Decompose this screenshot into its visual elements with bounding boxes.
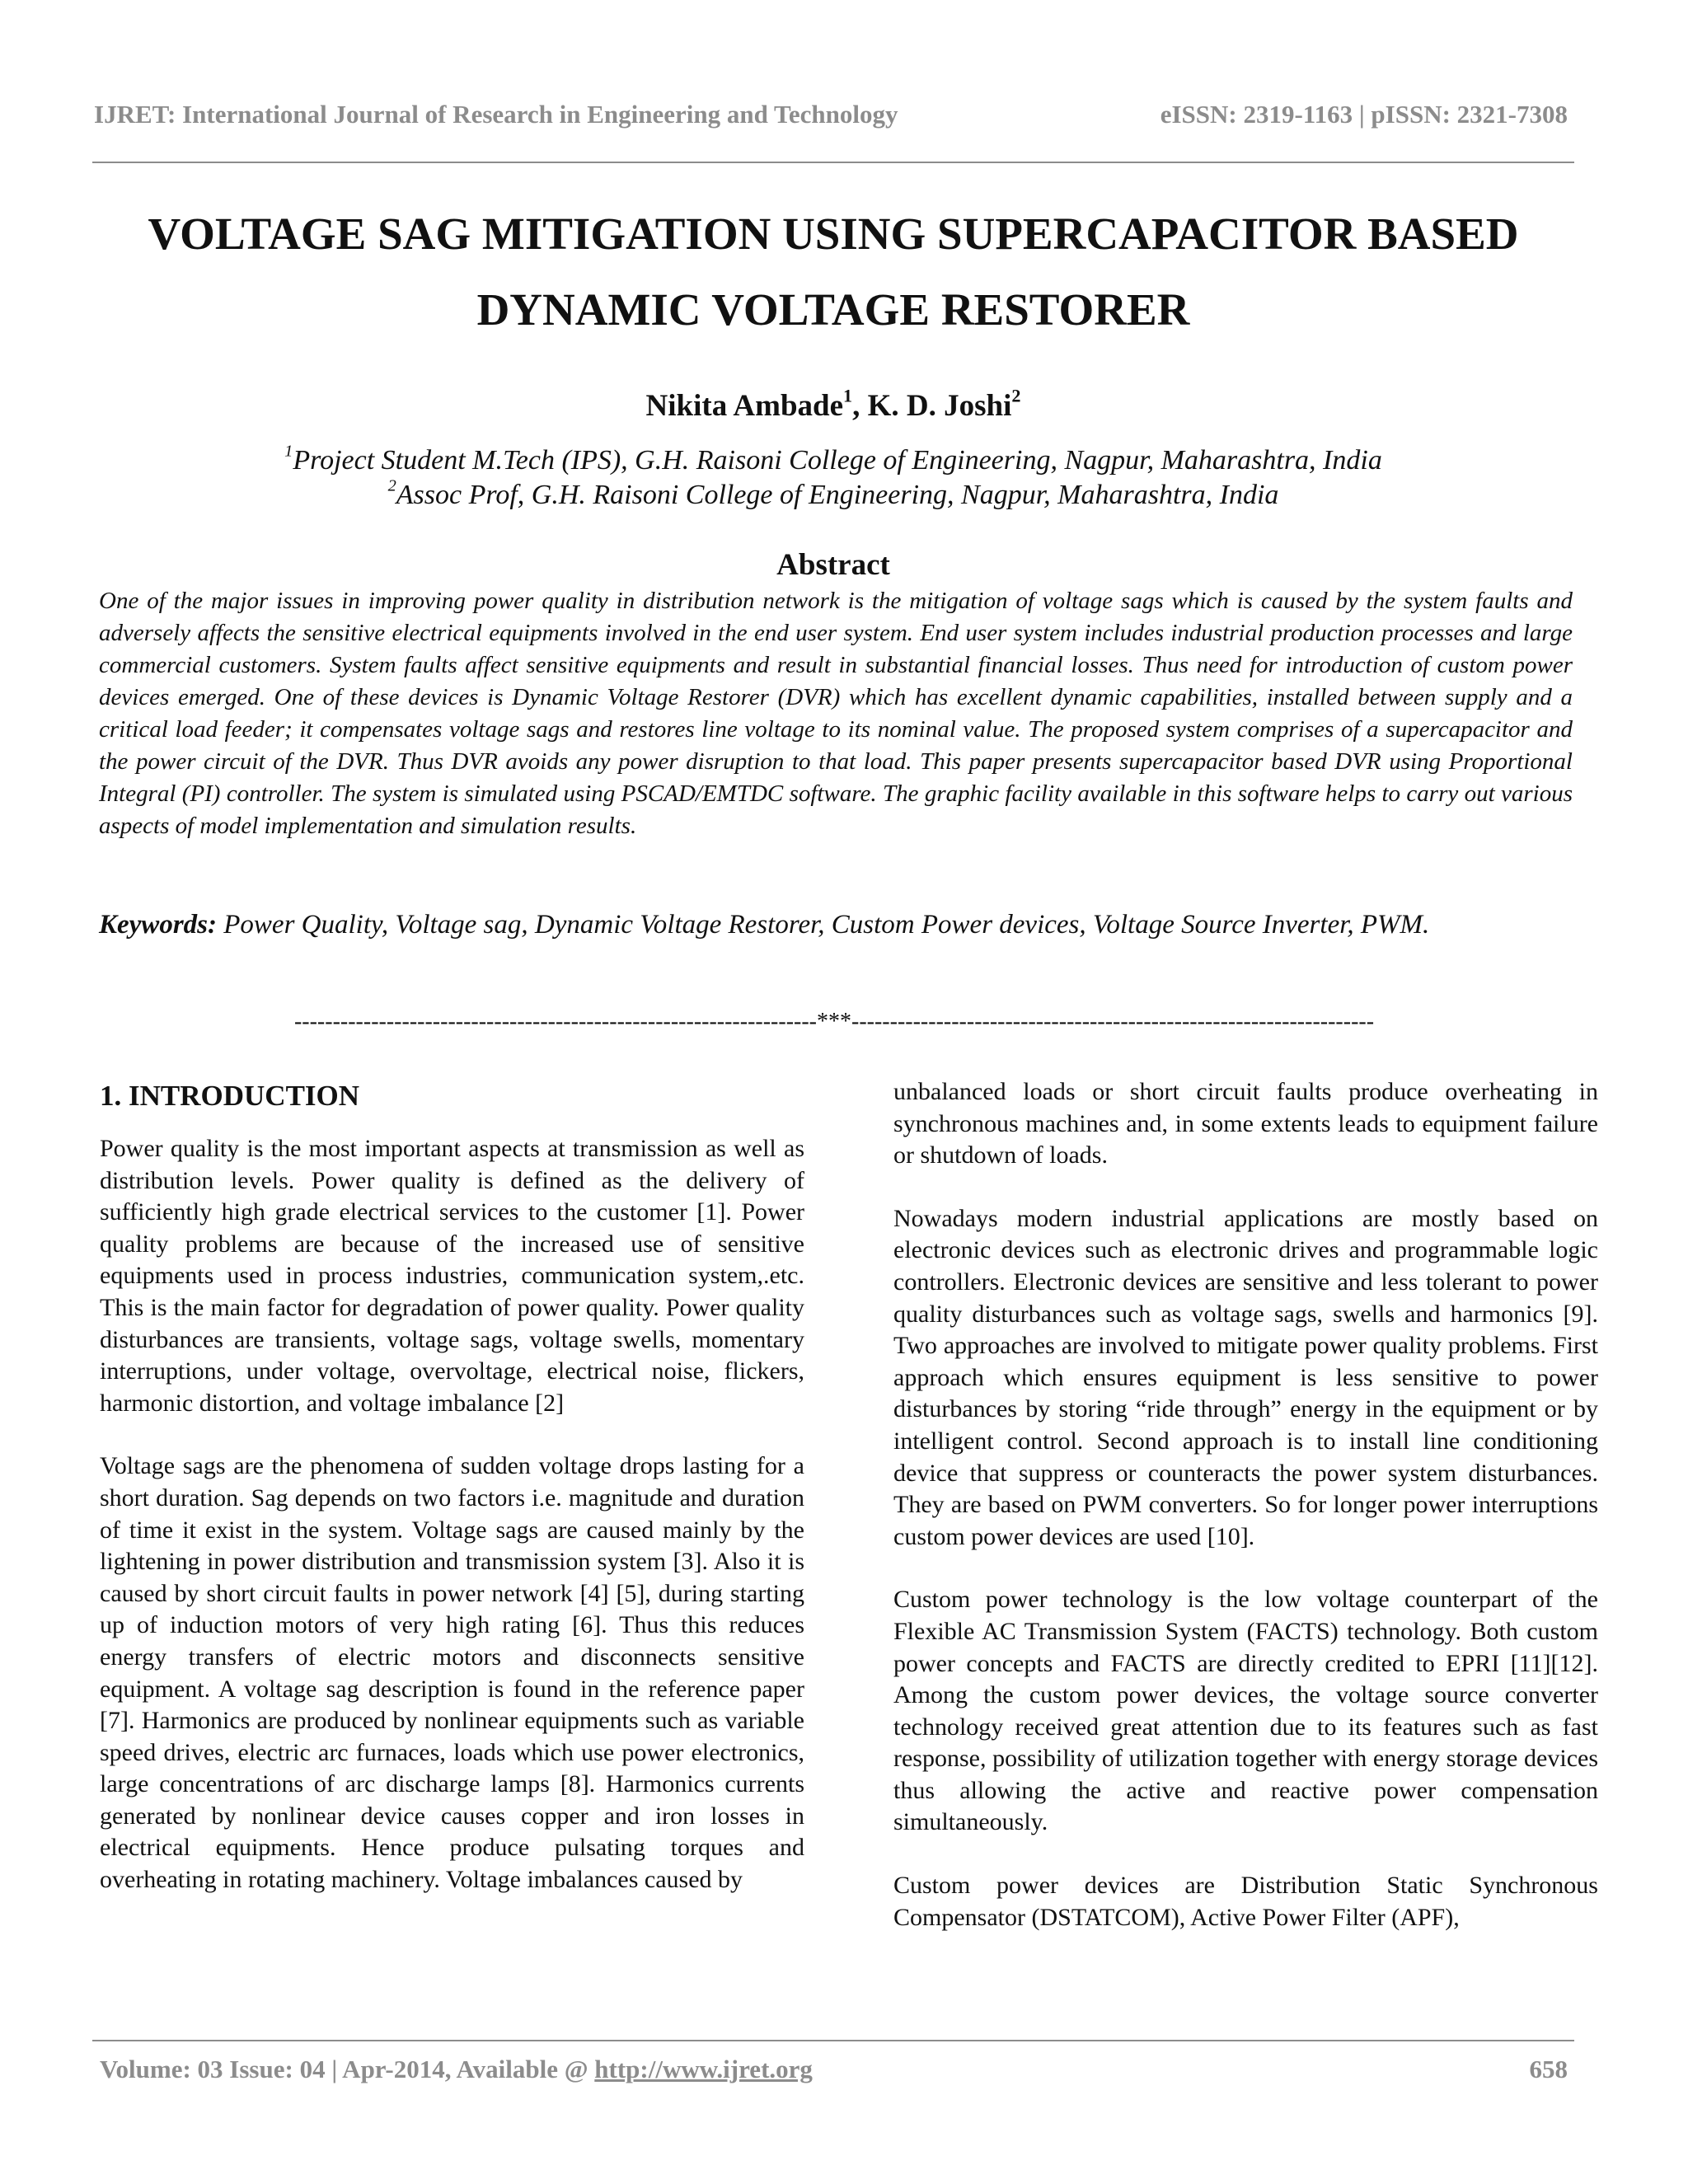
paragraph: Nowadays modern industrial applications are mostly based on electronic devices such as electronic drives and programmable logic controllers. Electronic devices are sensitive and less tolerant to power quality disturbances such as voltage sags, swells and harmonics [9]. Two approaches are involved to mitigate power quality problems. First approach which ensures equipment is less sensitive to power disturbances by storing “ride through” energy in the equipment or by intelligent control. Second approach is to install line conditioning device that suppress or counteracts the power system disturbances. They are based on PWM converters. So for longer power interruptions custom power devices are used [10]. <box>893 1204 1598 1550</box>
paragraph: Custom power devices are Distribution Static Synchronous Compensator (DSTATCOM), Active Power Filter (APF), <box>893 1872 1598 1931</box>
paragraph: Power quality is the most important aspects at transmission as well as distribution levels. Power quality is defined as the delivery of sufficiently high grade electrical services to the customer [1]. Power quality problems are because of the increased use of sensitive equipments used in process industries, communication system,.etc. This is the main factor for degradation of power quality. Power quality disturbances are transients, voltage sags, voltage swells, momentary interruptions, under voltage, overvoltage, electrical noise, flickers, harmonic distortion, and voltage imbalance [2] <box>100 1135 804 1417</box>
footer-volume-info <box>100 2055 813 2084</box>
affiliation-line <box>92 443 1574 478</box>
keywords-label: Keywords: <box>99 910 217 940</box>
footer-rule <box>92 2040 1574 2041</box>
abstract-heading: Abstract <box>776 548 890 582</box>
left-column <box>100 1076 804 1928</box>
affiliation-mark: 1 <box>284 442 293 461</box>
paragraph: Voltage sags are the phenomena of sudden voltage drops lasting for a short duration. Sag depends on two factors i.e. magnitude and duration of time it exist in the system. Voltage sags are caused mainly by the lightening in power distribution and transmission system [3]. Also it is caused by short circuit faults in power network [4] [5], during starting up of induction motors of very high rating [6]. Thus this reduces energy transfers of electric motors and disconnects sensitive equipment. A voltage sag description is found in the reference paper [7]. Harmonics are produced by nonlinear equipments such as variable speed drives, electric arc furnaces, loads which use power electronics, large concentrations of arc discharge lamps [8]. Harmonics currents generated by nonlinear device causes copper and iron losses in electrical equipments. Hence produce pulsating torques and overheating in rotating machinery. Voltage imbalances caused by <box>100 1452 804 1894</box>
author-list <box>92 386 1574 427</box>
author-affiliation-mark: 1 <box>843 385 853 406</box>
issn-info: eISSN: 2319-1163 | pISSN: 2321-7308 <box>1160 100 1568 129</box>
header-rule <box>92 162 1574 163</box>
page-number: 658 <box>1529 2055 1568 2083</box>
paragraph: Custom power technology is the low voltage counterpart of the Flexible AC Transmission System (FACTS) technology. Both custom power concepts and FACTS are directly credited to EPRI [11][12]. Among the custom power devices, the voltage source converter technology received great attention due to its features such as fast response, possibility of utilization together with energy storage devices thus allowing the active and reactive power compensation simultaneously. <box>893 1586 1598 1836</box>
affiliation-line <box>92 478 1574 513</box>
keywords <box>99 901 1573 949</box>
affiliation-mark: 2 <box>387 476 396 495</box>
title-line-2: DYNAMIC VOLTAGE RESTORER <box>476 284 1190 335</box>
paragraph: unbalanced loads or short circuit faults produce overheating in synchronous machines and, in some extents leads to equipment failure or shutdown of loads. <box>893 1078 1598 1169</box>
section-heading: 1. INTRODUCTION <box>100 1080 360 1112</box>
journal-name: IJRET: International Journal of Research in Engineering and Technology <box>94 100 898 129</box>
page-footer <box>100 2055 1568 2089</box>
paper-title <box>92 196 1574 348</box>
author-separator: , <box>852 389 868 423</box>
running-header <box>94 100 1568 134</box>
affiliations <box>92 443 1574 513</box>
author-name: K. D. Joshi <box>867 389 1012 423</box>
title-line-1: VOLTAGE SAG MITIGATION USING SUPERCAPACITOR BASED <box>148 209 1519 259</box>
journal-url-link[interactable]: http://www.ijret.org <box>594 2055 813 2083</box>
keywords-text: Power Quality, Voltage sag, Dynamic Voltage Restorer, Custom Power devices, Voltage Source Inverter, PWM. <box>217 910 1430 940</box>
author-name: Nikita Ambade <box>645 389 844 423</box>
affiliation-text: Assoc Prof, G.H. Raisoni College of Engineering, Nagpur, Maharashtra, India <box>396 480 1279 510</box>
right-column <box>893 1076 1598 1965</box>
volume-text: Volume: 03 Issue: 04 | Apr-2014, Available @ <box>100 2055 595 2083</box>
abstract-body: One of the major issues in improving power quality in distribution network is the mitigation of voltage sags which is caused by the system faults and adversely affects the sensitive electrical equipments involved in the end user system. End user system includes industrial production processes and large commercial customers. System faults affect sensitive equipments and result in substantial financial losses. Thus need for introduction of custom power devices emerged. One of these devices is Dynamic Voltage Restorer (DVR) which has excellent dynamic capabilities, installed between supply and a critical load feeder; it compensates voltage sags and restores line voltage to its nominal value. The proposed system comprises of a supercapacitor and the power circuit of the DVR. Thus DVR avoids any power disruption to that load. This paper presents supercapacitor based DVR using Proportional Integral (PI) controller. The system is simulated using PSCAD/EMTDC software. The graphic facility available in this software helps to carry out various aspects of model implementation and simulation results. <box>99 588 1573 839</box>
affiliation-text: Project Student M.Tech (IPS), G.H. Raisoni College of Engineering, Nagpur, Maharashtra, India <box>293 445 1382 476</box>
section-divider: --------------------------------------------------------------------***-------------------------------------------------------------------- <box>293 1009 1375 1034</box>
author-affiliation-mark: 2 <box>1011 385 1021 406</box>
